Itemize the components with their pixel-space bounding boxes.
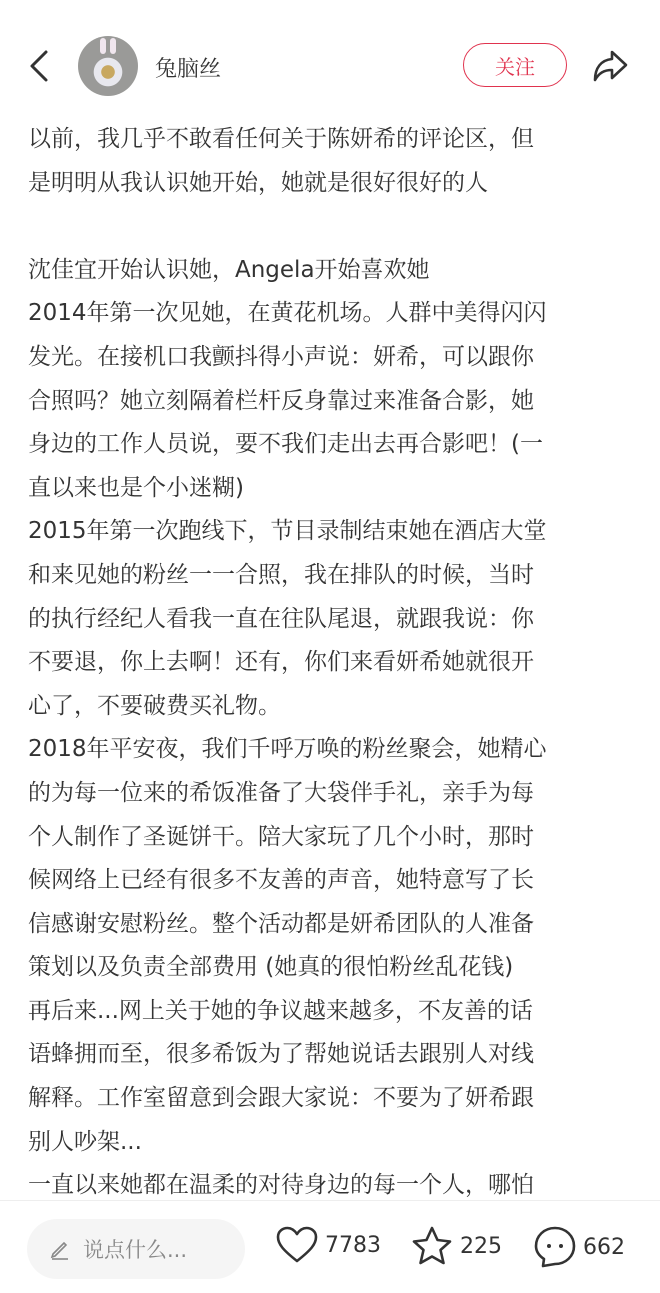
post-text-line: 语蜂拥而至，很多希饭为了帮她说话去跟别人对线 — [28, 1041, 534, 1068]
collect-count: 225 — [460, 1233, 502, 1259]
back-icon[interactable] — [26, 48, 56, 84]
post-text-line: 身边的工作人员说，要不我们走出去再合影吧！(一 — [28, 431, 543, 458]
share-icon[interactable] — [590, 46, 630, 86]
post-text-line: 信感谢安慰粉丝。整个活动都是妍希团队的人准备 — [28, 910, 534, 937]
post-text-line: 发光。在接机口我颤抖得小声说：妍希，可以跟你 — [28, 343, 534, 370]
blank-line — [28, 205, 648, 249]
post-text-line: 不要退，你上去啊！还有，你们来看妍希她就很开 — [28, 649, 534, 676]
post-text-line: 一直以来她都在温柔的对待身边的每一个人，哪怕 — [28, 1172, 534, 1199]
comment-button[interactable] — [533, 1225, 625, 1269]
avatar[interactable] — [78, 36, 138, 96]
collect-button[interactable] — [410, 1225, 502, 1267]
post-text-line: 是明明从我认识她开始，她就是很好很好的人 — [28, 169, 488, 196]
like-button[interactable] — [275, 1225, 381, 1265]
follow-button[interactable]: 关注 — [463, 43, 567, 87]
comment-input[interactable] — [27, 1219, 245, 1279]
post-text-line: 合照吗？她立刻隔着栏杆反身靠过来准备合影，她 — [28, 387, 534, 414]
post-text-line: 2015年第一次跑线下，节目录制结束她在酒店大堂 — [28, 518, 547, 545]
username[interactable]: 兔脑丝 — [155, 57, 222, 82]
post-text-line: 解释。工作室留意到会跟大家说：不要为了妍希跟 — [28, 1085, 534, 1112]
top-bar — [0, 0, 660, 120]
post-text-line: 个人制作了圣诞饼干。陪大家玩了几个小时，那时 — [28, 823, 534, 850]
post-text-line: 2014年第一次见她，在黄花机场。人群中美得闪闪 — [28, 300, 547, 327]
post-text-line: 直以来也是个小迷糊) — [28, 474, 244, 501]
like-count: 7783 — [325, 1232, 381, 1258]
pencil-icon — [49, 1238, 71, 1260]
post-text-line: 2018年平安夜，我们千呼万唤的粉丝聚会，她精心 — [28, 736, 547, 763]
heart-icon — [275, 1225, 319, 1265]
comment-count: 662 — [583, 1234, 625, 1260]
post-text-line: 的为每一位来的希饭准备了大袋伴手礼，亲手为每 — [28, 779, 534, 806]
post-text-line: 策划以及负责全部费用 (她真的很怕粉丝乱花钱) — [28, 954, 514, 981]
post-text-line: 和来见她的粉丝一一合照，我在排队的时候，当时 — [28, 561, 534, 588]
comment-bubble-icon — [533, 1225, 577, 1269]
avatar-ear — [100, 38, 106, 54]
post-text-line: 的执行经纪人看我一直在往队尾退，就跟我说：你 — [28, 605, 534, 632]
post-text-line: 候网络上已经有很多不友善的声音，她特意写了长 — [28, 867, 534, 894]
post-text-line: 别人吵架... — [28, 1128, 142, 1155]
comment-placeholder: 说点什么... — [83, 1238, 188, 1262]
post-body — [28, 118, 648, 1208]
post-text-line: 以前，我几乎不敢看任何关于陈妍希的评论区，但 — [28, 126, 534, 152]
bottom-action-bar — [0, 1200, 660, 1293]
post-text-line: 心了，不要破费买礼物。 — [28, 692, 281, 719]
post-text-line: 沈佳宜开始认识她，Angela开始喜欢她 — [28, 256, 430, 283]
avatar-ear — [110, 38, 116, 54]
star-icon — [410, 1225, 454, 1267]
post-text-line: 再后来...网上关于她的争议越来越多，不友善的话 — [28, 997, 533, 1024]
